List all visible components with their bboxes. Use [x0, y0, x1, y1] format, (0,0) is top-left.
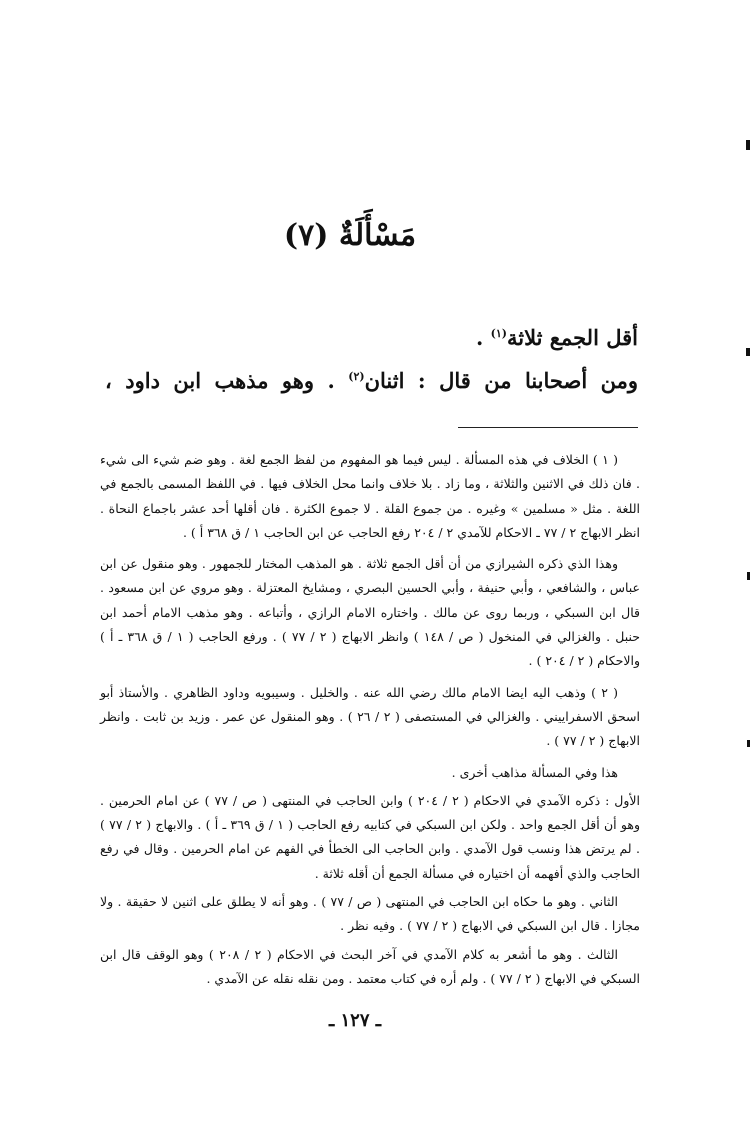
footnote-1: ( ١ ) الخلاف في هذه المسألة . ليس فيما هو المفهوم من لفظ الجمع لغة . وهو ضم شيء الى شيء . فان ذلك في الاثنين والثلاثة ، وما زاد . بلا خلاف وانما محل الخلاف فيها . في اللفظ المسمى بالجمع في اللغة . مثل « مسلمين » وغيره . من جموع القلة . لا جموع الكثرة . فان أقلها أحد عشر باجماع النحاة . انظر الابهاج ٢ / ٧٧ ـ الاحكام للآمدي ٢ / ٢٠٤ رفع الحاجب عن ابن الحاجب ١ / ق ٣٦٨ أ ) . [100, 452, 640, 540]
scan-edge-mark [746, 348, 750, 356]
footnote-1-continuation: وهذا الذي ذكره الشيرازي من أن أقل الجمع ثلاثة . هو المذهب المختار للجمهور . وهو منقول عن ابن عباس ، والشافعي ، وأبي حنيفة ، وأبي الحسين البصري ، ومشايخ المعتزلة . وهو مروي عن ابن مسعود . قال ابن السبكي ، وربما روى عن مالك . واختاره الامام الرازي ، وأتباعه . وهو مذهب الامام أحمد ابن حنبل . والغزالي في المنخول ( ص / ١٤٨ ) وانظر الابهاج ( ٢ / ٧٧ ) . ورفع الحاجب ( ١ / ق ٣٦٨ ـ أ ) والاحكام ( ٢ / ٢٠٤ ) . [100, 556, 641, 669]
scan-edge-mark [746, 140, 750, 150]
footnote-2: ( ٢ ) وذهب اليه ايضا الامام مالك رضي الله عنه . والخليل . وسيبويه وداود الظاهري . والأستاذ أبو اسحق الاسفراييني . والغزالي في المستصفى ( ٢ / ٢٦ ) . وهو المنقول عن عمر . وزيد بن ثابت . وانظر الابهاج ( ٢ / ٧٧ ) . [100, 684, 640, 749]
main-text-line-1-body: أقل الجمع ثلاثة [507, 325, 638, 350]
footnote-ref-1: (١) [490, 327, 508, 340]
footnote-2-other-views: هذا وفي المسألة مذاهب أخرى . [451, 764, 618, 780]
section-heading: مَسْأَلَةٌ (٧) [283, 218, 417, 253]
footnote-2-view-first: الأول : ذكره الآمدي في الاحكام ( ٢ / ٢٠٤ ) وابن الحاجب في المنتهى ( ص / ٧٧ ) عن امام الحرمين . وهو أن أقل الجمع واحد . ولكن ابن السبكي في كتابيه رفع الحاجب ( ١ / ق ٣٦٩ ـ أ ) . والابهاج ( ٢ / ٧٧ ) . لم يرتض هذا ونسب قول الآمدي . وابن الحاجب الى الخطأ في الفهم عن امام الحرمين . وقال في رفع الحاجب والذي أفهمه أن اختياره في مسألة الجمع أن أقله ثلاثة . [100, 792, 640, 881]
footnote-2-view-second: الثاني . وهو ما حكاه ابن الحاجب في المنتهى ( ص / ٧٧ ) . وهو أنه لا يطلق على اثنين لا حقيقة . ولا مجازا . قال ابن السبكي في الابهاج ( ٢ / ٧٧ ) . وفيه نظر . [100, 894, 640, 934]
footnote-divider [458, 427, 638, 428]
footnote-2-view-third: الثالث . وهو ما أشعر به كلام الآمدي في آخر البحث في الاحكام ( ٢ / ٢٠٨ ) وهو الوقف قال ابن السبكي في الابهاج ( ٢ / ٧٧ ) . ولم أره في كتاب معتمد . ومن نقله نقله عن الآمدي . [100, 946, 640, 986]
main-text-line-1-end: . [476, 325, 491, 350]
main-text-line-1 [476, 325, 638, 350]
main-text-line-2-end: . وهو مذهب ابن داود ، [105, 368, 349, 393]
footnotes [100, 448, 640, 998]
main-text-line-2-body: ومن أصحابنا من قال : اثنان [364, 368, 638, 393]
page-number: ـ ١٢٧ ـ [328, 1010, 382, 1031]
main-text-line-2 [105, 368, 638, 393]
footnote-ref-2: (٢) [348, 370, 365, 383]
